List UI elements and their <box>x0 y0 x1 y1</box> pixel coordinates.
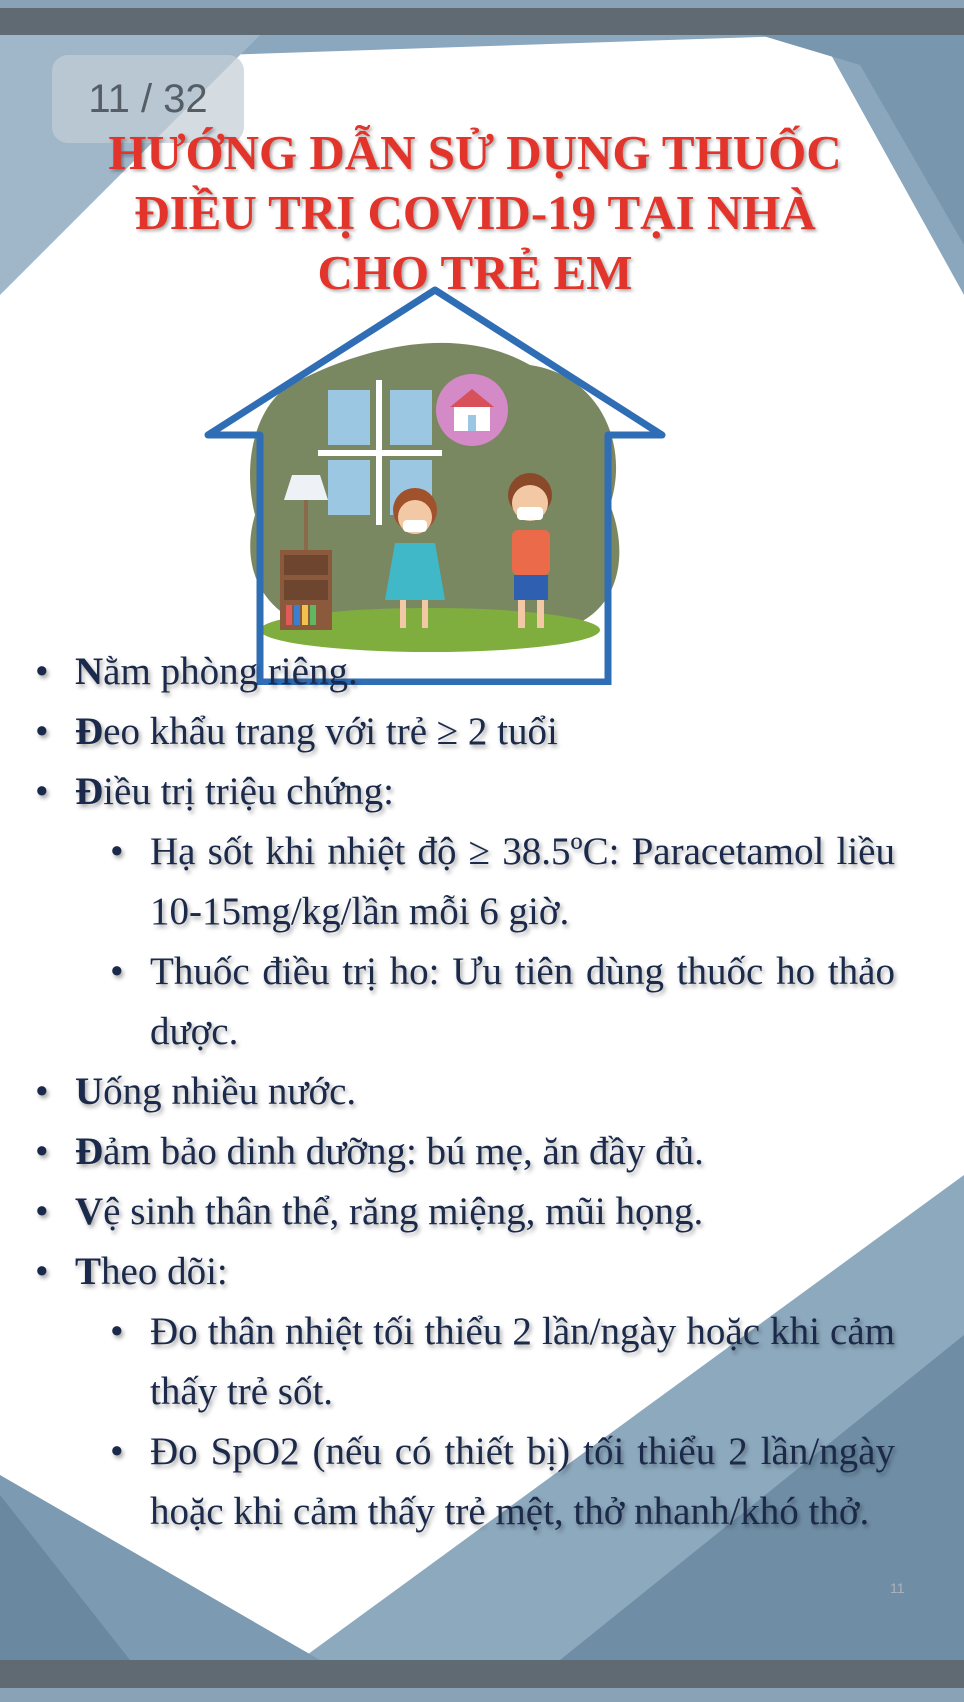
bullet-dot: • <box>35 1070 49 1113</box>
bullet-dot: • <box>35 1130 49 1173</box>
list-item <box>35 762 935 822</box>
bullet-first-letter: Đ <box>75 1130 104 1173</box>
bullet-dot: • <box>35 770 49 813</box>
list-item <box>35 642 935 702</box>
bullet-dot: • <box>110 830 124 873</box>
bullet-first-letter: Đ <box>75 770 104 813</box>
bullet-dot: • <box>35 710 49 753</box>
sub-list-item <box>110 1302 895 1422</box>
page-counter: 11 / 32 <box>52 55 244 143</box>
bullet-dot: • <box>110 1310 124 1353</box>
bullet-text: ống nhiều nước. <box>103 1070 357 1113</box>
bullet-text: iều trị triệu chứng: <box>103 770 394 813</box>
sub-list-item <box>110 942 895 1062</box>
slide-page <box>0 35 964 1660</box>
list-item <box>35 702 935 762</box>
top-bar-strip <box>0 0 964 8</box>
bullet-first-letter: Đ <box>75 710 104 753</box>
bullet-first-letter: V <box>75 1190 104 1233</box>
bullet-text: Đo thân nhiệt tối thiểu 2 lần/ngày hoặc khi cảm thấy trẻ sốt. <box>150 1310 895 1413</box>
bullet-first-letter: T <box>75 1250 102 1293</box>
sub-list-item <box>110 822 895 942</box>
slide-number: 11 <box>890 1580 905 1596</box>
bullet-text: Thuốc điều trị ho: Ưu tiên dùng thuốc ho thảo dược. <box>150 950 895 1053</box>
bullet-dot: • <box>35 1190 49 1233</box>
slide-title <box>40 123 910 303</box>
bullet-first-letter: U <box>75 1070 104 1113</box>
bullet-text: heo dõi: <box>101 1250 228 1293</box>
bullet-dot: • <box>110 950 124 993</box>
sub-list-item <box>110 1422 895 1542</box>
bullet-text: eo khẩu trang với trẻ ≥ 2 tuổi <box>103 710 558 753</box>
house-illustration <box>200 285 670 685</box>
list-item <box>35 1062 935 1122</box>
bullet-text: ệ sinh thân thể, răng miệng, mũi họng. <box>103 1190 704 1233</box>
bullet-text: ảm bảo dinh dưỡng: bú mẹ, ăn đầy đủ. <box>103 1130 704 1173</box>
title-line-1: HƯỚNG DẪN SỬ DỤNG THUỐC <box>108 125 842 180</box>
list-item <box>35 1182 935 1242</box>
title-line-2: ĐIỀU TRỊ COVID-19 TẠI NHÀ <box>134 185 816 240</box>
list-item <box>35 1242 935 1302</box>
title-line-3: CHO TRẺ EM <box>317 245 633 300</box>
list-item <box>35 1122 935 1182</box>
viewer-bottom-bar <box>0 1660 964 1702</box>
viewer-top-bar <box>0 0 964 35</box>
bullet-text: Đo SpO2 (nếu có thiết bị) tối thiểu 2 lần/ngày hoặc khi cảm thấy trẻ mệt, thở nhanh/khó thở. <box>150 1430 895 1533</box>
bullet-dot: • <box>110 1430 124 1473</box>
bullet-text: ằm phòng riêng. <box>103 650 358 693</box>
bullet-text: Hạ sốt khi nhiệt độ ≥ 38.5ºC: Paracetamol liều 10-15mg/kg/lần mỗi 6 giờ. <box>150 830 895 933</box>
bullet-dot: • <box>35 1250 49 1293</box>
bottom-bar-strip <box>0 1688 964 1702</box>
bullet-first-letter: N <box>75 650 104 693</box>
bullet-dot: • <box>35 650 49 693</box>
